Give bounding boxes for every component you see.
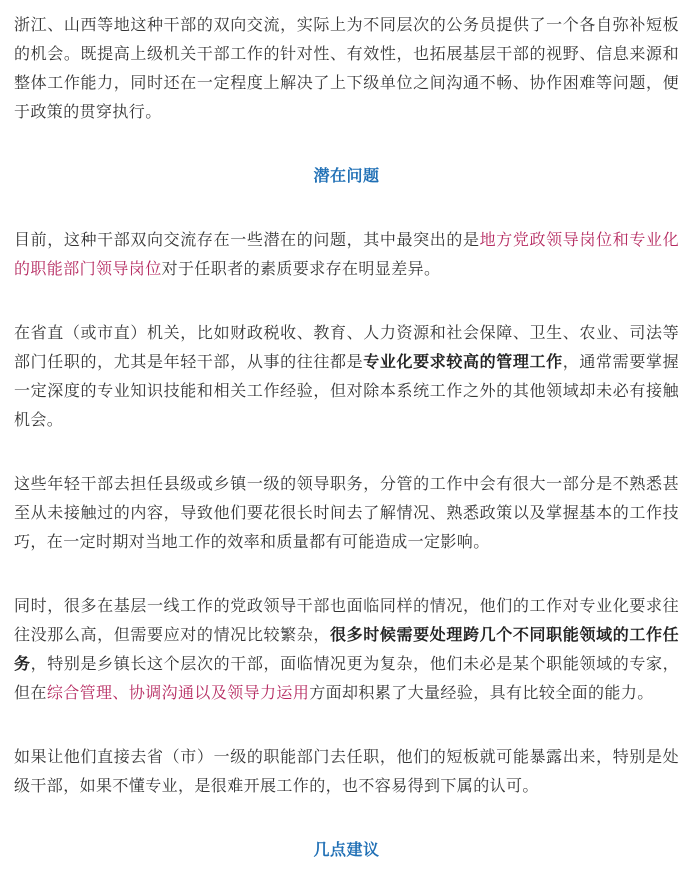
paragraph-2-text-before: 目前，这种干部双向交流存在一些潜在的问题，其中最突出的是: [14, 230, 480, 249]
paragraph-2: [14, 225, 679, 283]
paragraph-2-highlight: 地方党政领导岗位和专业化的职能部门领导岗位: [14, 230, 679, 278]
paragraph-6: [14, 742, 679, 800]
paragraph-1-text: 浙江、山西等地这种干部的双向交流，实际上为不同层次的公务员提供了一个各自弥补短板的机会。既提高上级机关干部工作的针对性、有效性，也拓展基层干部的视野、信息来源和整体工作能力，同时还在一定程度上解决了上下级单位之间沟通不畅、协作困难等问题，便于政策的贯穿执行。: [14, 15, 679, 121]
paragraph-2-text-after: 对于任职者的素质要求存在明显差异。: [161, 259, 441, 278]
paragraph-3: [14, 318, 679, 434]
paragraph-4-text: 这些年轻干部去担任县级或乡镇一级的领导职务，分管的工作中会有很大一部分是不熟悉甚至从未接触过的内容，导致他们要花很长时间去了解情况、熟悉政策以及掌握基本的工作技巧，在一定时期对当地工作的效率和质量都有可能造成一定影响。: [14, 474, 679, 551]
paragraph-4: [14, 469, 679, 556]
paragraph-6-text: 如果让他们直接去省（市）一级的职能部门去任职，他们的短板就可能暴露出来，特别是处级干部，如果不懂专业，是很难开展工作的，也不容易得到下属的认可。: [14, 747, 679, 795]
paragraph-5-text-before: 同时，很多在基层一线工作的党政领导干部也面临同样的情况，他们的工作对专业化要求往往没那么高，但需要应对的情况比较繁杂，: [14, 596, 679, 644]
section-heading-suggestions: 几点建议: [313, 840, 380, 859]
paragraph-5-text-middle: ，特别是乡镇长这个层次的干部，面临情况更为复杂，他们未必是某个职能领域的专家，但在: [14, 654, 679, 702]
paragraph-3-bold: 专业化要求较高的管理工作: [363, 352, 563, 371]
paragraph-3-text-after: ，通常需要掌握一定深度的专业知识技能和相关工作经验，但对除本系统工作之外的其他领域却未必有接触机会。: [14, 352, 679, 429]
paragraph-5-bold: 很多时候需要处理跨几个不同职能领域的工作任务: [14, 625, 679, 673]
paragraph-1: [14, 10, 679, 126]
paragraph-5-text-after: 方面却积累了大量经验，具有比较全面的能力。: [309, 683, 654, 702]
paragraph-3-text-before: 在省直（或市直）机关，比如财政税收、教育、人力资源和社会保障、卫生、农业、司法等部门任职的，尤其是年轻干部，从事的往往都是: [14, 323, 679, 371]
paragraph-5: [14, 591, 679, 707]
paragraph-5-highlight: 综合管理、协调沟通以及领导力运用: [46, 683, 310, 702]
article-body: [14, 10, 679, 864]
section-heading-latent-problems: 潜在问题: [313, 166, 380, 185]
